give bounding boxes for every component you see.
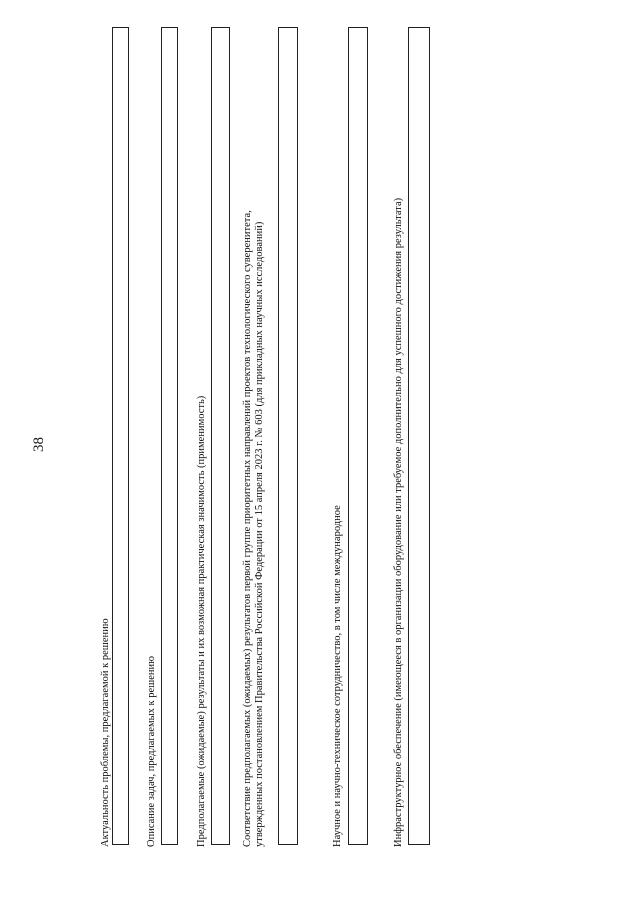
section-label-relevance: Актуальность проблемы, предлагаемой к решению <box>100 618 111 847</box>
input-box-compliance[interactable] <box>278 27 298 845</box>
section-label-expected-results: Предполагаемые (ожидаемые) результаты и их возможная практическая значимость (применимость) <box>196 395 207 847</box>
input-box-expected-results[interactable] <box>211 27 230 845</box>
section-label-tasks: Описание задач, предлагаемых к решению <box>146 655 157 847</box>
section-label-compliance-line2: утвержденных постановлением Правительства Российской Федерации от 15 апреля 2023 г. № 603 (для прикладных научных исследований) <box>254 221 265 847</box>
page-number: 38 <box>31 437 47 452</box>
input-box-relevance[interactable] <box>112 27 129 845</box>
input-box-cooperation[interactable] <box>348 27 368 845</box>
section-label-cooperation: Научное и научно-техническое сотрудничество, в том числе международное <box>332 505 343 847</box>
input-box-infrastructure[interactable] <box>408 27 430 845</box>
section-label-infrastructure: Инфраструктурное обеспечение (имеющееся в организации оборудование или требуемое дополнительно для успешного достижения результата) <box>393 197 404 847</box>
input-box-tasks[interactable] <box>161 27 178 845</box>
form-content <box>100 27 430 847</box>
section-label-compliance-line1: Соответствие предполагаемых (ожидаемых) результатов первой группе приоритетных направлений проектов технологического суверенитета, <box>242 210 253 847</box>
